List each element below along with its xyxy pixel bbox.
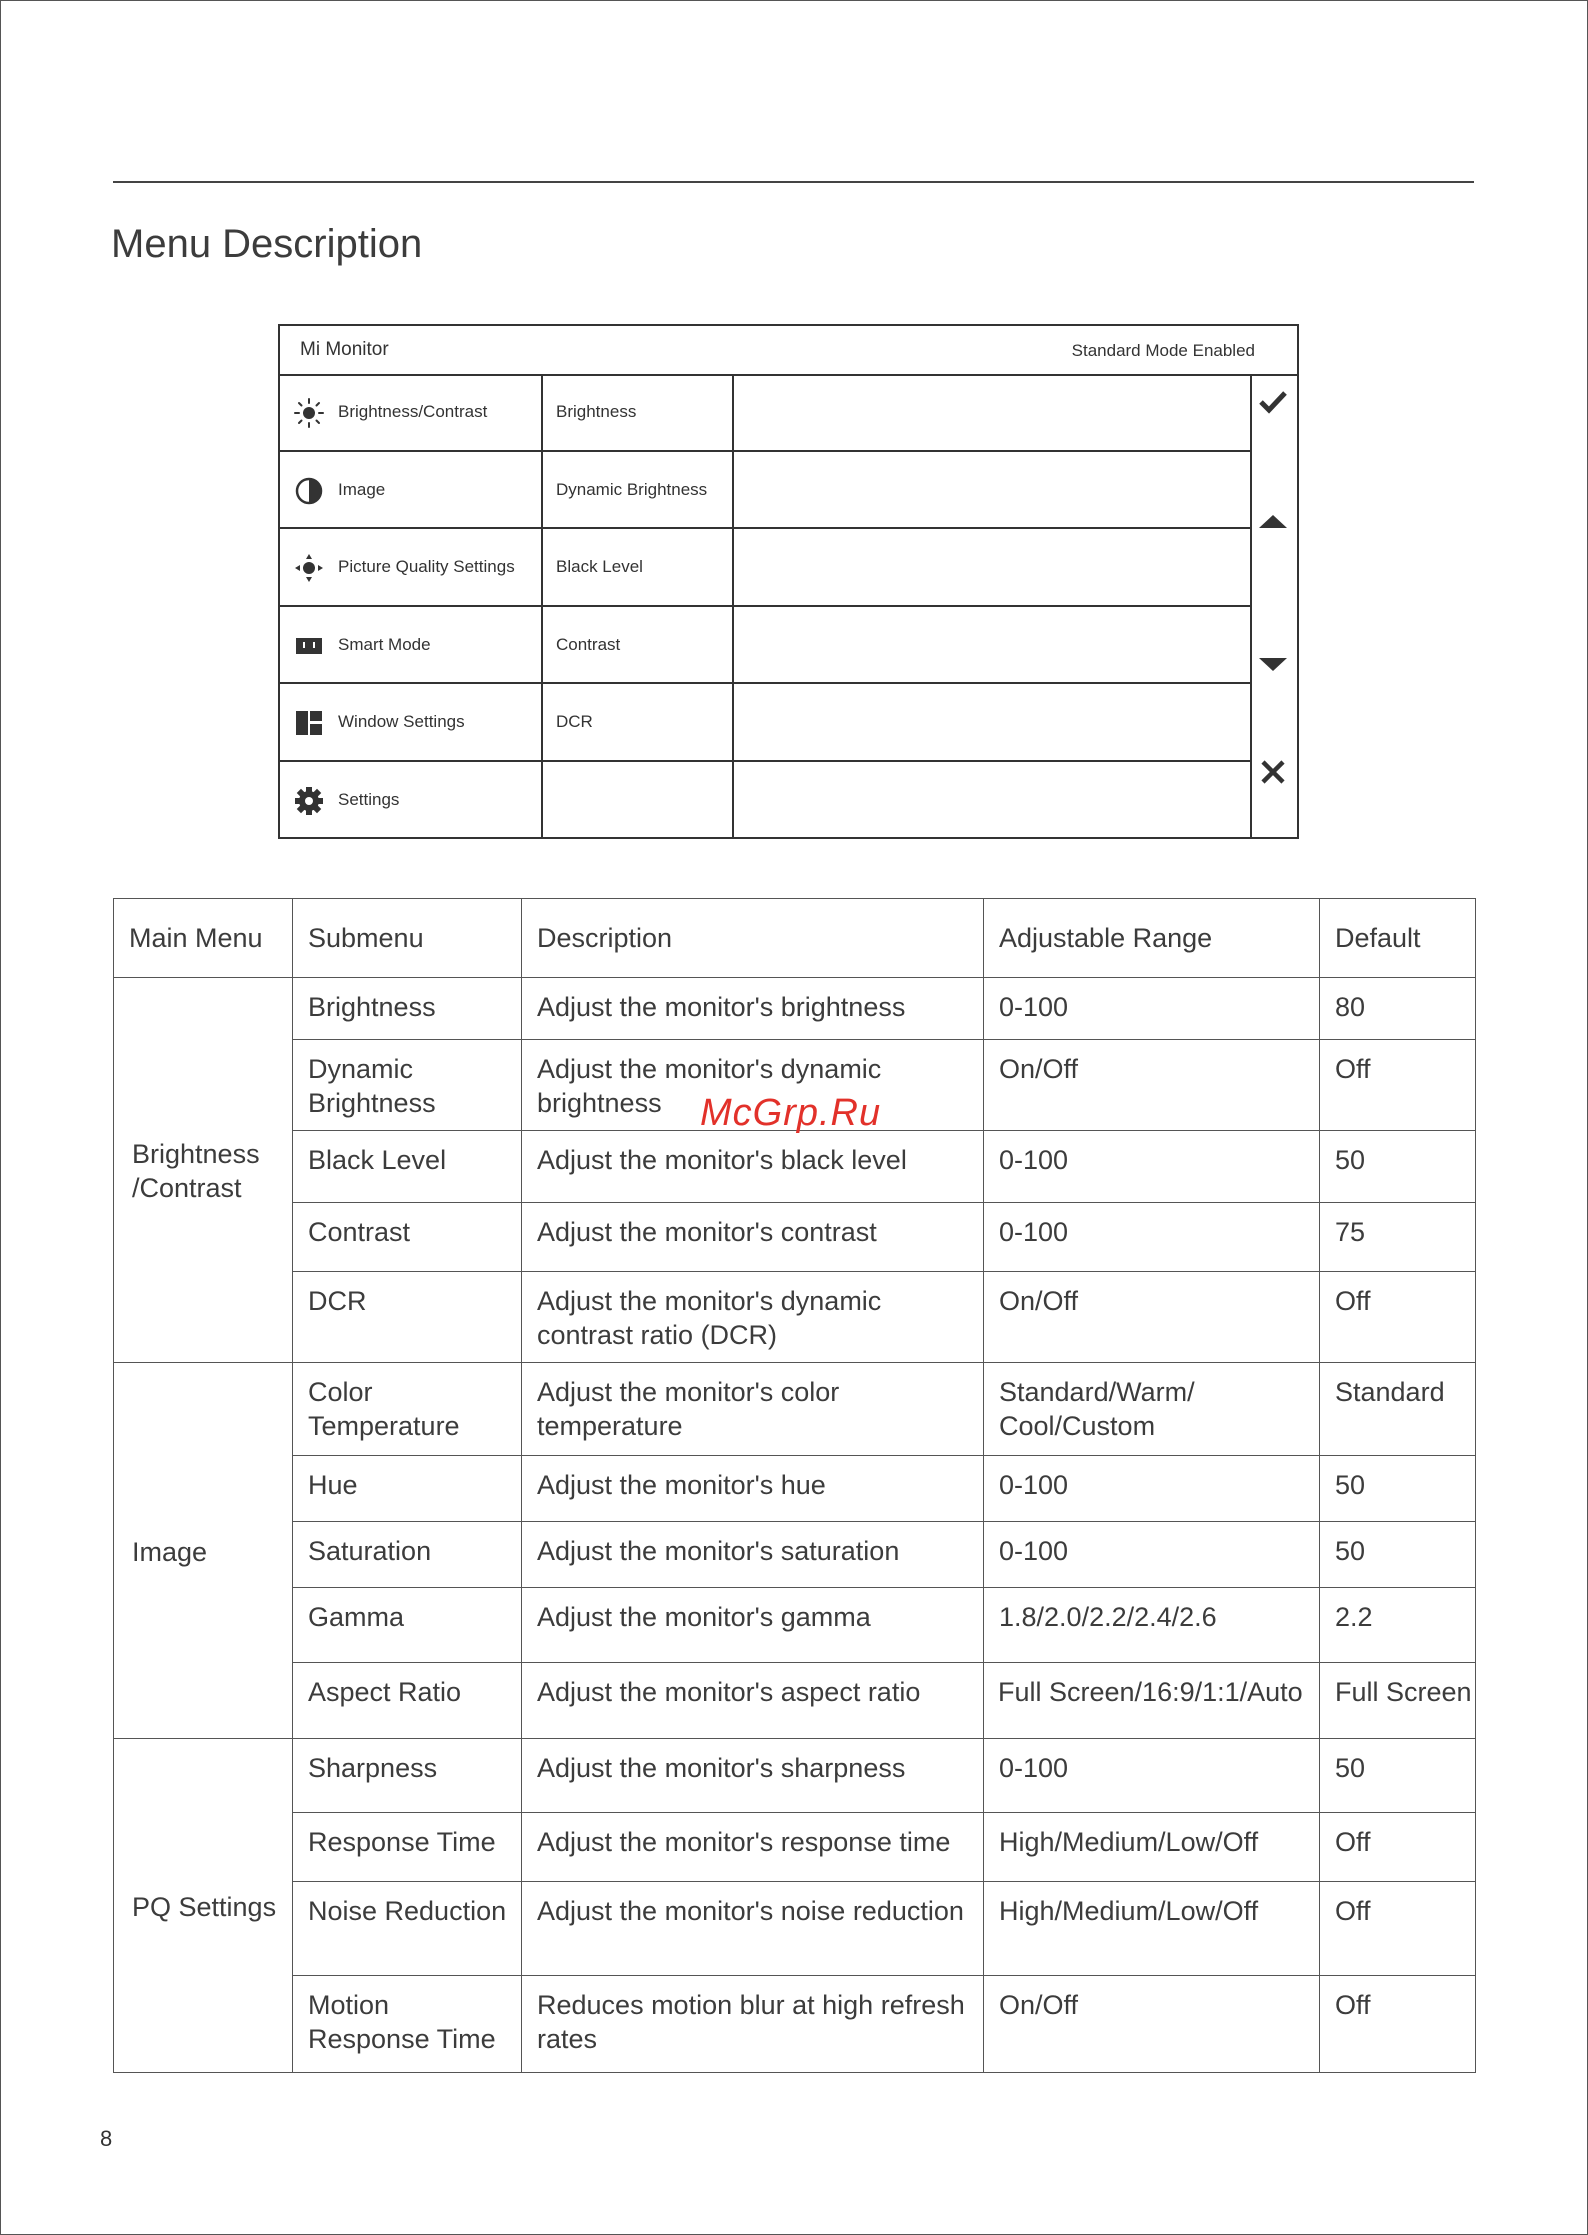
table-row	[114, 1663, 1476, 1739]
osd-menu-label: Brightness/Contrast	[338, 402, 488, 421]
osd-header	[280, 326, 1297, 376]
description-cell: Adjust the monitor's gamma	[522, 1588, 984, 1663]
header-description: Description	[522, 899, 984, 978]
description-cell: Adjust the monitor's hue	[522, 1456, 984, 1522]
range-cell: 0-100	[984, 1131, 1320, 1203]
osd-submenu-label: Dynamic Brightness	[556, 479, 708, 499]
header-main-menu: Main Menu	[114, 899, 293, 978]
description-cell: Adjust the monitor's color temperature	[522, 1363, 984, 1456]
smart-mode-icon	[294, 631, 324, 661]
table-row	[114, 978, 1476, 1040]
submenu-cell: Aspect Ratio	[293, 1663, 522, 1739]
range-cell: High/Medium/Low/Off	[984, 1813, 1320, 1882]
osd-row[interactable]	[280, 762, 1252, 839]
description-cell: Adjust the monitor's response time	[522, 1813, 984, 1882]
description-cell: Adjust the monitor's brightness	[522, 978, 984, 1040]
range-cell: 0-100	[984, 1739, 1320, 1813]
table-row	[114, 1272, 1476, 1363]
osd-value-cell	[734, 762, 1252, 839]
range-cell: On/Off	[984, 1976, 1320, 2073]
page-title: Menu Description	[111, 222, 423, 266]
header-adjustable-range: Adjustable Range	[984, 899, 1320, 978]
table-row	[114, 1882, 1476, 1976]
table-row	[114, 1976, 1476, 2073]
osd-menu-label: Settings	[338, 789, 400, 809]
default-cell: 75	[1320, 1203, 1476, 1272]
osd-value-cell	[734, 452, 1252, 528]
submenu-cell: Brightness	[293, 978, 522, 1040]
range-cell: 0-100	[984, 1522, 1320, 1588]
description-cell: Adjust the monitor's aspect ratio	[522, 1663, 984, 1739]
table-row	[114, 1203, 1476, 1272]
range-cell: On/Off	[984, 1272, 1320, 1363]
osd-menu-label: Window Settings	[338, 712, 465, 731]
submenu-cell: Black Level	[293, 1131, 522, 1203]
main-menu-cell: PQ Settings	[114, 1739, 293, 2073]
header-submenu: Submenu	[293, 899, 522, 978]
osd-menu-label: Picture Quality Settings	[338, 557, 515, 576]
main-menu-cell: Image	[114, 1363, 293, 1739]
check-icon[interactable]	[1256, 384, 1290, 418]
osd-value-cell	[734, 607, 1252, 683]
submenu-cell: Saturation	[293, 1522, 522, 1588]
arrow-up-icon[interactable]	[1256, 504, 1290, 538]
range-cell: Standard/Warm/ Cool/Custom	[984, 1363, 1320, 1456]
default-cell: 50	[1320, 1522, 1476, 1588]
osd-mode-status: Standard Mode Enabled	[1071, 341, 1255, 360]
default-cell: 50	[1320, 1739, 1476, 1813]
description-cell: Adjust the monitor's noise reduction	[522, 1882, 984, 1976]
osd-menu-label: Smart Mode	[338, 634, 431, 654]
osd-menu	[278, 324, 1299, 839]
range-cell: High/Medium/Low/Off	[984, 1882, 1320, 1976]
window-layout-icon	[294, 708, 324, 738]
range-cell: 0-100	[984, 1456, 1320, 1522]
table-header-row	[114, 899, 1476, 978]
submenu-cell: Dynamic Brightness	[293, 1040, 522, 1131]
arrow-down-icon[interactable]	[1256, 648, 1290, 682]
default-cell: 50	[1320, 1131, 1476, 1203]
submenu-cell: Hue	[293, 1456, 522, 1522]
table-row	[114, 1456, 1476, 1522]
default-cell: Off	[1320, 1976, 1476, 2073]
description-cell: Adjust the monitor's saturation	[522, 1522, 984, 1588]
menu-description-table	[113, 898, 1476, 2073]
description-cell: Adjust the monitor's black level	[522, 1131, 984, 1203]
osd-row[interactable]	[280, 529, 1252, 607]
osd-submenu-label: DCR	[556, 712, 593, 731]
submenu-cell: DCR	[293, 1272, 522, 1363]
table-row	[114, 1363, 1476, 1456]
table-row	[114, 1739, 1476, 1813]
submenu-cell: Noise Reduction	[293, 1882, 522, 1976]
default-cell: 2.2	[1320, 1588, 1476, 1663]
half-circle-icon	[294, 476, 324, 506]
range-cell: Full Screen/16:9/1:1/Auto	[984, 1663, 1320, 1739]
default-cell: Standard	[1320, 1363, 1476, 1456]
osd-app-name: Mi Monitor	[300, 339, 389, 360]
submenu-cell: Gamma	[293, 1588, 522, 1663]
description-cell: Adjust the monitor's dynamic contrast ratio (DCR)	[522, 1272, 984, 1363]
description-cell: Reduces motion blur at high refresh rates	[522, 1976, 984, 2073]
submenu-cell: Contrast	[293, 1203, 522, 1272]
range-cell: 0-100	[984, 978, 1320, 1040]
osd-row[interactable]	[280, 684, 1252, 762]
header-default: Default	[1320, 899, 1476, 978]
osd-value-cell	[734, 684, 1252, 760]
gear-icon	[294, 786, 324, 816]
table-row	[114, 1522, 1476, 1588]
osd-submenu-label: Brightness	[556, 402, 637, 421]
range-cell: 0-100	[984, 1203, 1320, 1272]
dpad-icon	[294, 553, 324, 583]
osd-row[interactable]	[280, 374, 1252, 452]
description-cell: Adjust the monitor's sharpness	[522, 1739, 984, 1813]
sun-icon	[294, 398, 324, 428]
default-cell: Full Screen	[1320, 1663, 1476, 1739]
table-row	[114, 1813, 1476, 1882]
default-cell: Off	[1320, 1882, 1476, 1976]
default-cell: Off	[1320, 1272, 1476, 1363]
osd-row[interactable]	[280, 607, 1252, 685]
default-cell: 50	[1320, 1456, 1476, 1522]
submenu-cell: Response Time	[293, 1813, 522, 1882]
description-cell: Adjust the monitor's dynamic brightness	[522, 1040, 984, 1131]
osd-submenu-label: Black Level	[556, 557, 643, 576]
close-icon[interactable]	[1256, 755, 1290, 789]
osd-value-cell	[734, 374, 1252, 450]
range-cell: 1.8/2.0/2.2/2.4/2.6	[984, 1588, 1320, 1663]
submenu-cell: Motion Response Time	[293, 1976, 522, 2073]
main-menu-cell: Brightness /Contrast	[114, 978, 293, 1363]
osd-value-cell	[734, 529, 1252, 605]
default-cell: 80	[1320, 978, 1476, 1040]
header-rule	[113, 181, 1474, 183]
watermark: McGrp.Ru	[700, 1092, 882, 1134]
default-cell: Off	[1320, 1040, 1476, 1131]
table-row	[114, 1588, 1476, 1663]
description-cell: Adjust the monitor's contrast	[522, 1203, 984, 1272]
osd-row[interactable]	[280, 452, 1252, 530]
osd-submenu-label: Contrast	[556, 634, 621, 654]
submenu-cell: Sharpness	[293, 1739, 522, 1813]
osd-menu-label: Image	[338, 479, 386, 499]
default-cell: Off	[1320, 1813, 1476, 1882]
page-number: 8	[100, 2126, 113, 2151]
range-cell: On/Off	[984, 1040, 1320, 1131]
table-row	[114, 1131, 1476, 1203]
submenu-cell: Color Temperature	[293, 1363, 522, 1456]
osd-grid	[280, 374, 1252, 837]
